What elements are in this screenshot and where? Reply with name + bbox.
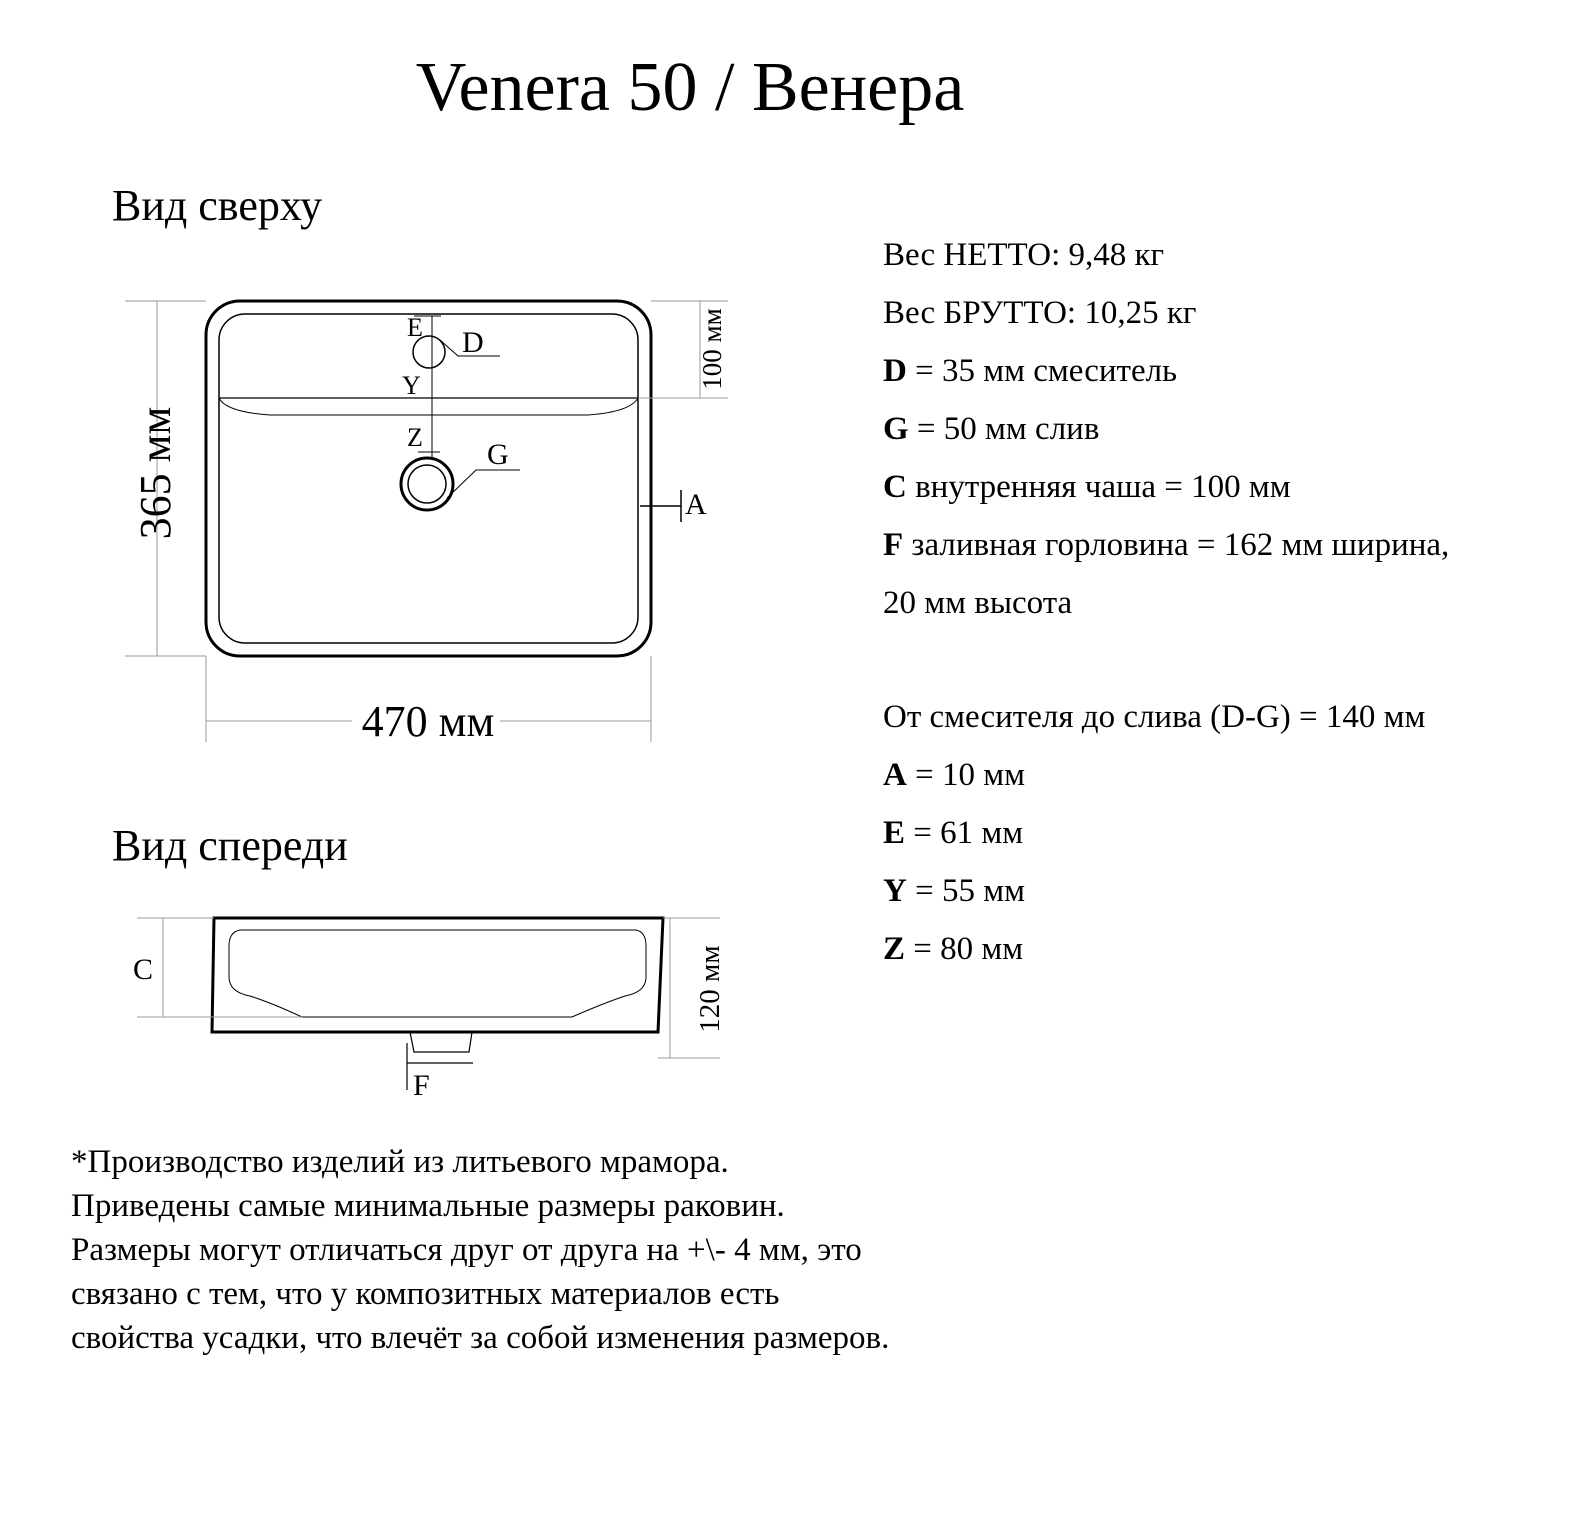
spec-row: A = 10 мм [883, 757, 1025, 793]
manufacturing-note [71, 1140, 889, 1360]
spec-row: Вес БРУТТО: 10,25 кг [883, 295, 1197, 331]
spec-row: Вес НЕТТО: 9,48 кг [883, 237, 1165, 273]
drain-inner [408, 465, 446, 503]
note-line: связано с тем, что у композитных материалов есть [71, 1276, 780, 1312]
g-leader [447, 470, 520, 498]
basin-inner-bowl [219, 314, 638, 643]
width-dimension-label: 470 мм [361, 697, 495, 746]
drain-outer [401, 458, 453, 510]
spec-row: C внутренняя чаша = 100 мм [883, 469, 1291, 505]
front-height-label: 120 мм [694, 945, 726, 1033]
note-line: Размеры могут отличаться друг от друга на +\- 4 мм, это [71, 1232, 862, 1268]
marker-a: A [685, 488, 707, 521]
front-drain-neck [410, 1032, 472, 1052]
spec-row: Z = 80 мм [883, 931, 1024, 967]
page-title: Venera 50 / Венера [415, 49, 965, 126]
spec-row: От смесителя до слива (D-G) = 140 мм [883, 699, 1426, 735]
front-view-drawing [137, 918, 720, 1090]
height-dimension-label: 365 мм [131, 406, 180, 540]
top-view-drawing [125, 301, 728, 742]
marker-c: C [133, 953, 154, 986]
note-line: Приведены самые минимальные размеры раковин. [71, 1188, 785, 1224]
offset-dimension-label: 100 мм [697, 308, 727, 390]
front-outer-body [212, 918, 663, 1032]
marker-y: Y [402, 371, 421, 400]
front-inner-bowl [229, 930, 646, 1017]
marker-f: F [413, 1069, 430, 1102]
spec-row: D = 35 мм смеситель [883, 353, 1178, 389]
marker-d: D [462, 326, 484, 359]
basin-outer-rim [206, 301, 651, 656]
spec-row: Y = 55 мм [883, 873, 1025, 909]
marker-z: Z [407, 423, 423, 452]
spec-row: 20 мм высота [883, 585, 1073, 621]
marker-e: E [407, 313, 423, 342]
shelf-edge-curve [219, 398, 638, 415]
front-view-heading: Вид спереди [112, 821, 348, 870]
a-marker [640, 490, 681, 522]
spec-row: G = 50 мм слив [883, 411, 1100, 447]
top-view-heading: Вид сверху [112, 181, 323, 230]
note-line: свойства усадки, что влечёт за собой изменения размеров. [71, 1320, 890, 1356]
marker-g: G [487, 438, 509, 471]
note-line: *Производство изделий из литьевого мрамора. [71, 1144, 729, 1180]
spec-row: F заливная горловина = 162 мм ширина, [883, 527, 1450, 563]
spec-row: E = 61 мм [883, 815, 1024, 851]
